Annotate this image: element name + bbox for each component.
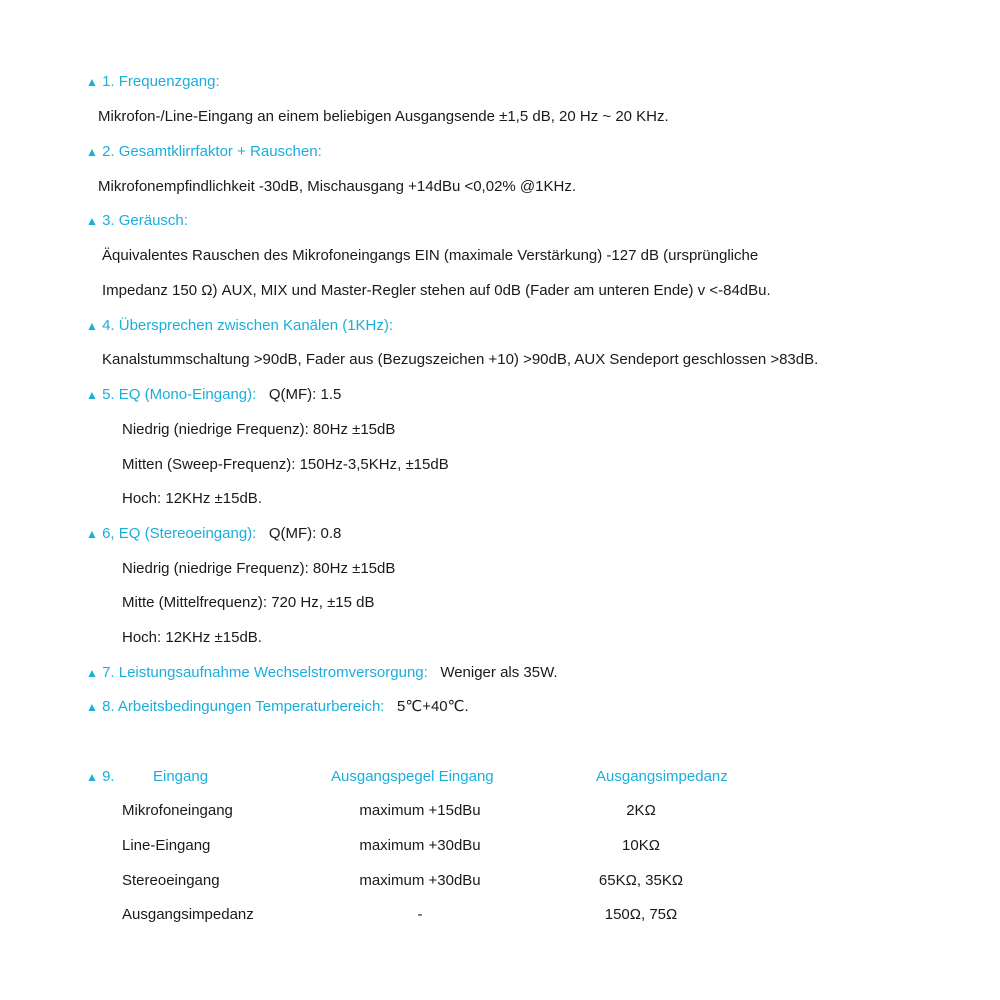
spec-line: Mikrofon-/Line-Eingang an einem beliebigen Ausgangsende ±1,5 dB, 20 Hz ~ 20 KHz. bbox=[98, 108, 669, 125]
spec-line: Mitte (Mittelfrequenz): 720 Hz, ±15 dB bbox=[122, 594, 375, 611]
spec-line: Äquivalentes Rauschen des Mikrofoneingangs EIN (maximale Verstärkung) -127 dB (ursprüngliche bbox=[102, 247, 759, 264]
table-cell: maximum +30dBu bbox=[359, 837, 481, 854]
table-cell: 150Ω, 75Ω bbox=[604, 906, 678, 923]
spec-heading-3: ▲ 3. Geräusch: bbox=[86, 212, 188, 229]
spec-line: Mikrofonempfindlichkeit -30dB, Mischausgang +14dBu <0,02% @1KHz. bbox=[98, 178, 576, 195]
spec-heading-4: ▲ 4. Übersprechen zwischen Kanälen (1KHz): bbox=[86, 317, 394, 334]
spec-heading-2: ▲ 2. Gesamtklirrfaktor + Rauschen: bbox=[86, 143, 322, 160]
table-cell: 2KΩ bbox=[626, 802, 656, 819]
spec-line: Hoch: 12KHz ±15dB. bbox=[122, 490, 262, 507]
spec-line: Hoch: 12KHz ±15dB. bbox=[122, 629, 262, 646]
spec-value: Q(MF): 0.8 bbox=[268, 525, 342, 542]
table-cell: 65KΩ, 35KΩ bbox=[598, 872, 684, 889]
spec-heading-9: ▲ 9. bbox=[86, 768, 115, 785]
spec-line: Mitten (Sweep-Frequenz): 150Hz-3,5KHz, ±15dB bbox=[122, 456, 449, 473]
table-header-impedance: Ausgangsimpedanz bbox=[596, 768, 728, 785]
table-cell: - bbox=[417, 906, 423, 923]
spec-line: Niedrig (niedrige Frequenz): 80Hz ±15dB bbox=[122, 560, 396, 577]
spec-line: Kanalstummschaltung >90dB, Fader aus (Bezugszeichen +10) >90dB, AUX Sendeport geschlossen >83dB. bbox=[102, 351, 819, 368]
triangle-icon: ▲ bbox=[86, 700, 98, 714]
spec-heading-8: ▲ 8. Arbeitsbedingungen Temperaturbereich: 5℃+40℃. bbox=[86, 698, 469, 715]
spec-heading-7: ▲ 7. Leistungsaufnahme Wechselstromversorgung: Weniger als 35W. bbox=[86, 664, 558, 681]
table-cell: maximum +30dBu bbox=[359, 872, 481, 889]
spec-heading-5: ▲ 5. EQ (Mono-Eingang): Q(MF): 1.5 bbox=[86, 386, 342, 403]
spec-heading-6: ▲ 6, EQ (Stereoeingang): Q(MF): 0.8 bbox=[86, 525, 342, 542]
table-cell: Line-Eingang bbox=[122, 837, 211, 854]
spec-heading-1: ▲ 1. Frequenzgang: bbox=[86, 73, 220, 90]
triangle-icon: ▲ bbox=[86, 666, 98, 680]
table-header-input: Eingang bbox=[153, 768, 209, 785]
spec-value: Q(MF): 1.5 bbox=[268, 386, 342, 403]
triangle-icon: ▲ bbox=[86, 770, 98, 784]
table-cell: 10KΩ bbox=[622, 837, 660, 854]
triangle-icon: ▲ bbox=[86, 214, 98, 228]
table-cell: Ausgangsimpedanz bbox=[122, 906, 254, 923]
table-cell: Mikrofoneingang bbox=[122, 802, 233, 819]
triangle-icon: ▲ bbox=[86, 145, 98, 159]
spec-value: Weniger als 35W. bbox=[440, 664, 558, 681]
table-cell: maximum +15dBu bbox=[359, 802, 481, 819]
triangle-icon: ▲ bbox=[86, 388, 98, 402]
spec-line: Niedrig (niedrige Frequenz): 80Hz ±15dB bbox=[122, 421, 396, 438]
table-header-level: Ausgangspegel Eingang bbox=[331, 768, 494, 785]
table-cell: Stereoeingang bbox=[122, 872, 220, 889]
spec-value: 5℃+40℃. bbox=[397, 698, 469, 715]
triangle-icon: ▲ bbox=[86, 527, 98, 541]
triangle-icon: ▲ bbox=[86, 319, 98, 333]
spec-line: Impedanz 150 Ω) AUX, MIX und Master-Regler stehen auf 0dB (Fader am unteren Ende) v <-84dBu. bbox=[102, 282, 771, 299]
triangle-icon: ▲ bbox=[86, 75, 98, 89]
